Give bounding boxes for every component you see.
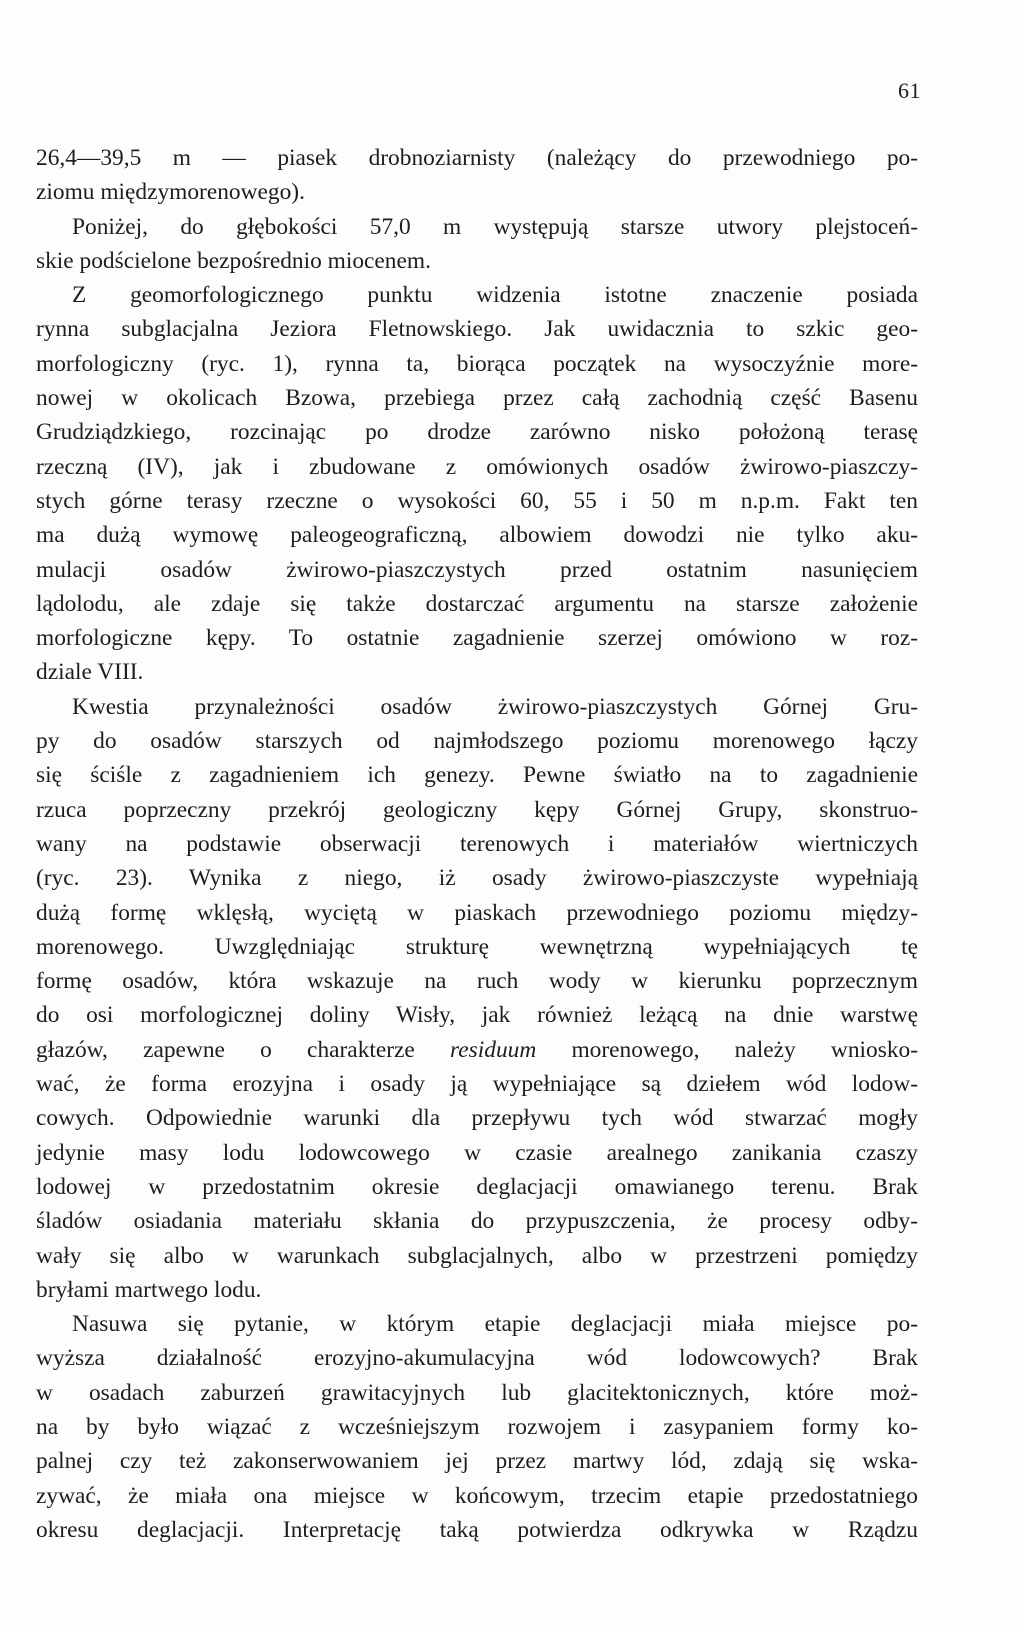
- text-line: formę osadów, która wskazuje na ruch wody w kierunku poprzecznym: [36, 968, 918, 995]
- text-segment: morenowego, należy wniosko-: [536, 1036, 918, 1063]
- text-line: py do osadów starszych od najmłodszego poziomu morenowego łączy: [36, 728, 918, 755]
- italic-term: residuum: [450, 1036, 537, 1063]
- text-line: rzeczną (IV), jak i zbudowane z omówionych osadów żwirowo-piaszczy-: [36, 453, 918, 480]
- text-line: nowej w okolicach Bzowa, przebiega przez całą zachodnią część Basenu: [36, 385, 918, 412]
- text-line: Nasuwa się pytanie, w którym etapie deglacjacji miała miejsce po-: [72, 1311, 918, 1338]
- text-line: wać, że forma erozyjna i osady ją wypełniające są dziełem wód lodow-: [36, 1071, 918, 1098]
- text-line: Kwestia przynależności osadów żwirowo-piaszczystych Górnej Gru-: [72, 693, 918, 720]
- text-line: wyższa działalność erozyjno-akumulacyjna wód lodowcowych? Brak: [36, 1345, 918, 1372]
- text-line: Grudziądzkiego, rozcinając po drodze zarówno nisko położoną terasę: [36, 419, 918, 446]
- text-line: (ryc. 23). Wynika z niego, iż osady żwirowo-piaszczyste wypełniają: [36, 865, 918, 892]
- text-line: morenowego. Uwzględniając strukturę wewnętrzną wypełniających tę: [36, 933, 918, 960]
- text-line: ma dużą wymowę paleogeograficzną, albowiem dowodzi nie tylko aku-: [36, 522, 918, 549]
- page-number: 61: [898, 78, 921, 103]
- text-line: skie podścielone bezpośrednio miocenem.: [36, 247, 431, 274]
- text-segment: głazów, zapewne o charakterze: [36, 1036, 451, 1063]
- text-line: [36, 1033, 918, 1067]
- text-line: zywać, że miała ona miejsce w końcowym, trzecim etapie przedostatniego: [36, 1482, 918, 1509]
- text-line: do osi morfologicznej doliny Wisły, jak również leżącą na dnie warstwę: [36, 1002, 918, 1029]
- text-line: na by było wiązać z wcześniejszym rozwojem i zasypaniem formy ko-: [36, 1413, 918, 1440]
- text-line: Poniżej, do głębokości 57,0 m występują starsze utwory plejstoceń-: [72, 213, 918, 240]
- text-line: morfologiczny (ryc. 1), rynna ta, biorąca początek na wysoczyźnie more-: [36, 350, 918, 377]
- text-line: wany na podstawie obserwacji terenowych i materiałów wiertniczych: [36, 830, 918, 857]
- text-line: stych górne terasy rzeczne o wysokości 60, 55 i 50 m n.p.m. Fakt ten: [36, 487, 918, 514]
- text-line: mulacji osadów żwirowo-piaszczystych przed ostatnim nasunięciem: [36, 556, 918, 583]
- text-line: morfologiczne kępy. To ostatnie zagadnienie szerzej omówiono w roz-: [36, 625, 918, 652]
- text-line: cowych. Odpowiednie warunki dla przepływu tych wód stwarzać mogły: [36, 1105, 918, 1132]
- body-text: [36, 141, 918, 1547]
- text-line: lodowej w przedostatnim okresie deglacjacji omawianego terenu. Brak: [36, 1173, 918, 1200]
- text-line: Z geomorfologicznego punktu widzenia istotne znaczenie posiada: [72, 282, 918, 309]
- text-line: rzuca poprzeczny przekrój geologiczny kępy Górnej Grupy, skonstruo-: [36, 796, 918, 823]
- text-line: lądolodu, ale zdaje się także dostarczać argumentu na starsze założenie: [36, 590, 918, 617]
- text-line: wały się albo w warunkach subglacjalnych, albo w przestrzeni pomiędzy: [36, 1242, 918, 1269]
- text-line: dziale VIII.: [36, 659, 144, 686]
- text-line: 26,4—39,5 m — piasek drobnoziarnisty (należący do przewodniego po-: [36, 145, 918, 171]
- text-line: bryłami martwego lodu.: [36, 1276, 262, 1303]
- text-line: dużą formę wklęsłą, wyciętą w piaskach przewodniego poziomu między-: [36, 899, 918, 926]
- text-line: śladów osiadania materiału skłania do przypuszczenia, że procesy odby-: [36, 1208, 918, 1235]
- text-line: w osadach zaburzeń grawitacyjnych lub glacitektonicznych, które moż-: [36, 1379, 918, 1406]
- text-line: okresu deglacjacji. Interpretację taką potwierdza odkrywka w Rządzu: [36, 1516, 918, 1543]
- text-line: się ściśle z zagadnieniem ich genezy. Pewne światło na to zagadnienie: [36, 762, 918, 789]
- text-line: palnej czy też zakonserwowaniem jej przez martwy lód, zdają się wska-: [36, 1448, 918, 1475]
- text-line: jedynie masy lodu lodowcowego w czasie arealnego zanikania czaszy: [36, 1139, 918, 1166]
- text-line: ziomu międzymorenowego).: [36, 179, 305, 206]
- text-line: rynna subglacjalna Jeziora Fletnowskiego. Jak uwidacznia to szkic geo-: [36, 316, 918, 343]
